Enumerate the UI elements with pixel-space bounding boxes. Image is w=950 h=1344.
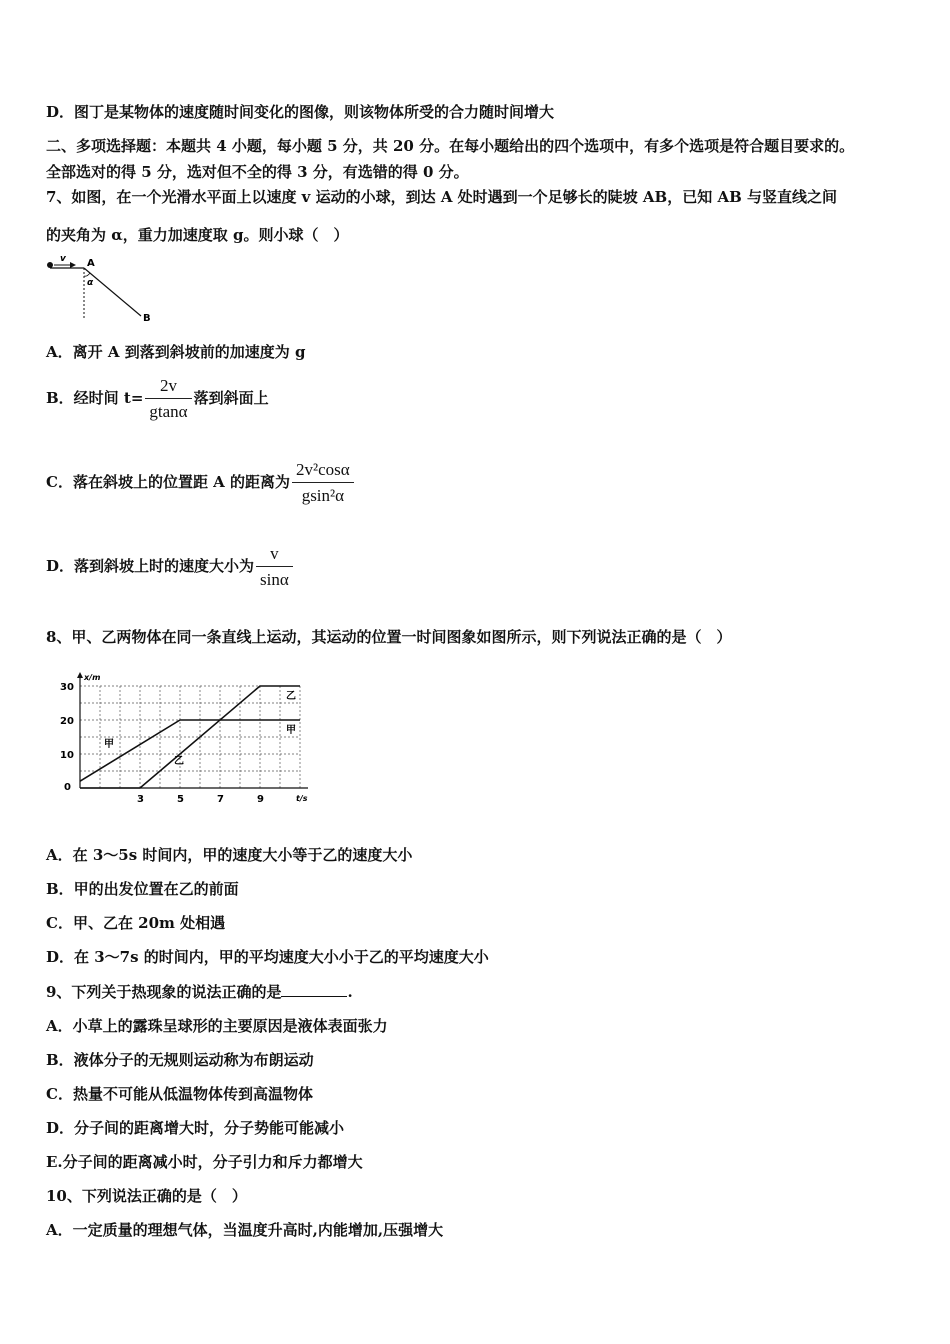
- q7-fig-a-label: A: [87, 258, 95, 269]
- q8-position-time-chart: [46, 664, 318, 816]
- q7-option-c-fraction: [292, 460, 354, 506]
- q9-option-b: B．液体分子的无规则运动称为布朗运动: [46, 1051, 314, 1069]
- q8-stem: 8、甲、乙两物体在同一条直线上运动，其运动的位置一时间图象如图所示，则下列说法正确的是（ ）: [46, 628, 732, 646]
- x-tick-label: 0: [64, 782, 71, 793]
- q7-option-d-fraction: [256, 544, 293, 590]
- q7-option-b: [46, 376, 269, 422]
- q8-option-c: C．甲、乙在 20m 处相遇: [46, 914, 226, 932]
- q7-option-a: A．离开 A 到落到斜坡前的加速度为 g: [46, 343, 306, 361]
- q9-stem: [46, 982, 353, 1002]
- q10-option-a: A．一定质量的理想气体，当温度升高时,内能增加,压强增大: [46, 1221, 444, 1239]
- q7-option-d: [46, 544, 295, 590]
- q7-option-b-suffix: 落到斜面上: [193, 389, 269, 407]
- x-axis-label: t/s: [296, 794, 308, 803]
- q10-stem: 10、下列说法正确的是（ ）: [46, 1187, 247, 1205]
- x-tick-label: 3: [137, 794, 144, 805]
- q7-stem-line2: 的夹角为 α，重力加速度取 g。则小球（ ）: [46, 226, 349, 244]
- q7-option-b-prefix: B．经时间 t=: [46, 389, 144, 407]
- x-tick-label: 5: [177, 794, 184, 805]
- q7-option-c-denominator: gsin²α: [292, 482, 354, 506]
- q7-option-c-prefix: C．落在斜坡上的位置距 A 的距离为: [46, 473, 291, 491]
- y-axis-label: x/m: [84, 673, 101, 682]
- q9-answer-blank: [281, 982, 347, 997]
- y-axis-arrow: [77, 672, 83, 678]
- q9-option-d: D．分子间的距离增大时，分子势能可能减小: [46, 1119, 345, 1137]
- section2-scoring: 全部选对的得 5 分，选对但不全的得 3 分，有选错的得 0 分。: [46, 163, 469, 181]
- q9-stem-prefix: 9、下列关于热现象的说法正确的是: [46, 983, 282, 1001]
- q7-fig-v-label: v: [60, 254, 66, 264]
- q7-option-d-numerator: v: [270, 544, 279, 563]
- series-line-1: [80, 720, 300, 781]
- q9-option-e: E.分子间的距离减小时，分子引力和斥力都增大: [46, 1153, 363, 1171]
- q8-option-a: A．在 3～5s 时间内，甲的速度大小等于乙的速度大小: [46, 846, 413, 864]
- q7-option-d-prefix: D．落到斜坡上时的速度大小为: [46, 557, 255, 575]
- q7-option-c-numerator: 2v²cosα: [296, 460, 350, 479]
- q7-option-b-fraction: [145, 376, 191, 422]
- q7-option-d-denominator: sinα: [256, 566, 293, 590]
- q7-fig-alpha-label: α: [87, 278, 94, 288]
- q7-option-b-numerator: 2v: [160, 376, 177, 395]
- x-tick-label: 7: [217, 794, 224, 805]
- q7-stem-line1: 7、如图，在一个光滑水平面上以速度 v 运动的小球，到达 A 处时遇到一个足够长的陡坡 AB，已知 AB 与竖直线之间: [46, 188, 837, 206]
- q8-option-b: B．甲的出发位置在乙的前面: [46, 880, 239, 898]
- y-tick-label: 10: [60, 750, 74, 761]
- q7-fig-b-label: B: [143, 313, 151, 324]
- series-end-label-1: 甲: [286, 725, 296, 736]
- series-mid-label-2: 乙: [174, 756, 184, 768]
- q9-stem-suffix: .: [347, 983, 353, 1001]
- y-tick-label: 20: [60, 716, 74, 727]
- q6-option-d: D．图丁是某物体的速度随时间变化的图像，则该物体所受的合力随时间增大: [46, 103, 555, 121]
- q7-option-b-denominator: gtanα: [145, 398, 191, 422]
- y-tick-label: 30: [60, 682, 74, 693]
- x-tick-label: 9: [257, 794, 264, 805]
- q7-option-c: [46, 460, 356, 506]
- q7-slope-figure: [40, 252, 170, 324]
- section2-heading: 二、多项选择题：本题共 4 小题，每小题 5 分，共 20 分。在每小题给出的四个选项中，有多个选项是符合题目要求的。: [46, 137, 855, 155]
- q9-option-a: A．小草上的露珠呈球形的主要原因是液体表面张力: [46, 1017, 388, 1035]
- series-end-label-2: 乙: [286, 691, 296, 702]
- q8-option-d: D．在 3～7s 的时间内，甲的平均速度大小小于乙的平均速度大小: [46, 948, 489, 966]
- series-mid-label-1: 甲: [104, 739, 114, 751]
- q9-option-c: C．热量不可能从低温物体传到高温物体: [46, 1085, 313, 1103]
